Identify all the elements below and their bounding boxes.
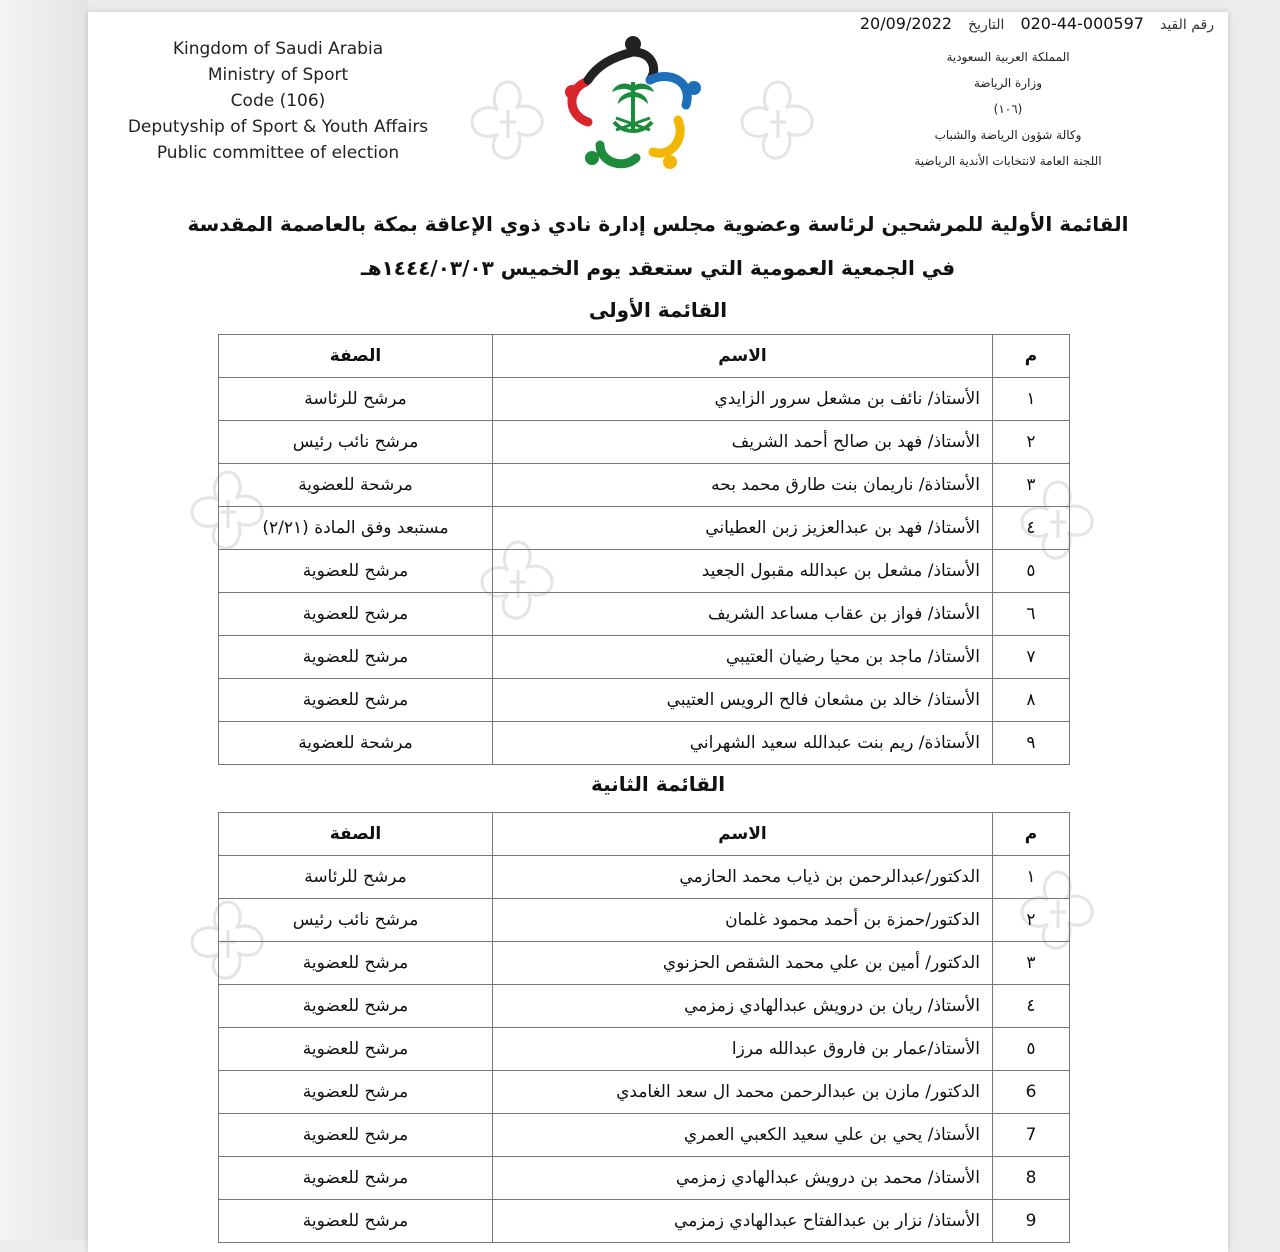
row-name: الدكتور/عبدالرحمن بن ذياب محمد الحازمي [493, 856, 993, 899]
row-num: ٥ [993, 550, 1070, 593]
list2-title: القائمة الثانية [590, 772, 726, 796]
row-name: الأستاذ/ يحي بن علي سعيد الكعبي العمري [493, 1114, 993, 1157]
row-role: مرشح للعضوية [219, 679, 493, 722]
table-row [219, 856, 1070, 899]
row-name: الأستاذ/ خالد بن مشعان فالح الرويس العتيبي [493, 679, 993, 722]
row-num: ٦ [993, 593, 1070, 636]
ar-line-deputyship: وكالة شؤون الرياضة والشباب [934, 128, 1082, 142]
en-line-committee: Public committee of election [156, 143, 400, 163]
table-row [219, 1114, 1070, 1157]
row-name: الأستاذ/ فهد بن صالح أحمد الشريف [493, 421, 993, 464]
ministry-of-sport-logo [558, 30, 708, 175]
english-letterhead [118, 36, 438, 166]
row-role: مرشح للعضوية [219, 1114, 493, 1157]
table-row [219, 421, 1070, 464]
row-role: مرشح للعضوية [219, 1157, 493, 1200]
table-row [219, 722, 1070, 765]
row-role: مستبعد وفق المادة (٢/٢١) [219, 507, 493, 550]
row-name: الأستاذ/ نزار بن عبدالفتاح عبدالهادي زمزمي [493, 1200, 993, 1243]
en-line-deputyship: Deputyship of Sport & Youth Affairs [127, 117, 429, 137]
row-role: مرشح نائب رئيس [219, 899, 493, 942]
row-num: ١ [993, 378, 1070, 421]
reg-number: 020-44-000597 [1020, 14, 1144, 33]
table-row [219, 1028, 1070, 1071]
en-line-code: Code (106) [230, 91, 326, 111]
date-label: التاريخ [968, 17, 1005, 33]
row-role: مرشحة للعضوية [219, 722, 493, 765]
row-name: الأستاذ/ فواز بن عقاب مساعد الشريف [493, 593, 993, 636]
table-row [219, 464, 1070, 507]
table-header-row [219, 813, 1070, 856]
column-header-role: الصفة [219, 813, 493, 856]
row-num: 6 [993, 1071, 1070, 1114]
column-header-name: الاسم [493, 813, 993, 856]
row-num: ٧ [993, 636, 1070, 679]
row-name: الأستاذ/ مشعل بن عبدالله مقبول الجعيد [493, 550, 993, 593]
registration-line [860, 14, 1214, 33]
row-name: الأستاذ/ ماجد بن محيا رضيان العتيبي [493, 636, 993, 679]
row-role: مرشحة للعضوية [219, 464, 493, 507]
row-name: الدكتور/ أمين بن علي محمد الشقص الحزنوي [493, 942, 993, 985]
row-name: الأستاذة/ ريم بنت عبدالله سعيد الشهراني [493, 722, 993, 765]
row-role: مرشح نائب رئيس [219, 421, 493, 464]
row-role: مرشح للعضوية [219, 593, 493, 636]
row-num: ٢ [993, 899, 1070, 942]
row-num: 9 [993, 1200, 1070, 1243]
row-name: الأستاذ/ محمد بن درويش عبدالهادي زمزمي [493, 1157, 993, 1200]
row-name: الأستاذ/ فهد بن عبدالعزيز زبن العطياني [493, 507, 993, 550]
column-header-role: الصفة [219, 335, 493, 378]
row-num: ٤ [993, 507, 1070, 550]
arabic-letterhead [888, 44, 1128, 174]
column-header-name: الاسم [493, 335, 993, 378]
table-row [219, 1071, 1070, 1114]
document-title-line2: في الجمعية العمومية التي ستعقد يوم الخميس ١٤٤٤/٠٣/٠٣هـ [360, 256, 956, 280]
row-num: ٨ [993, 679, 1070, 722]
row-role: مرشح للعضوية [219, 942, 493, 985]
row-num: 7 [993, 1114, 1070, 1157]
table-row [219, 593, 1070, 636]
watermark-flower-icon [728, 72, 828, 172]
candidates-table-list2 [218, 812, 1070, 1243]
row-role: مرشح للعضوية [219, 985, 493, 1028]
table-row [219, 636, 1070, 679]
row-num: ٣ [993, 942, 1070, 985]
row-role: مرشح للعضوية [219, 550, 493, 593]
row-role: مرشح للرئاسة [219, 378, 493, 421]
row-name: الأستاذ/ ريان بن درويش عبدالهادي زمزمي [493, 985, 993, 1028]
en-line-ministry: Ministry of Sport [207, 65, 349, 85]
row-num: ٩ [993, 722, 1070, 765]
column-header-num: م [993, 813, 1070, 856]
ar-line-code: (١٠٦) [993, 102, 1023, 116]
table-row [219, 679, 1070, 722]
row-num: 8 [993, 1157, 1070, 1200]
row-name: الأستاذة/ ناريمان بنت طارق محمد بحه [493, 464, 993, 507]
row-role: مرشح للعضوية [219, 636, 493, 679]
table-row [219, 507, 1070, 550]
date-value: 20/09/2022 [859, 14, 953, 33]
list1-title: القائمة الأولى [588, 298, 728, 322]
document-title-line1: القائمة الأولية للمرشحين لرئاسة وعضوية مجلس إدارة نادي ذوي الإعاقة بمكة بالعاصمة المقدسة [187, 212, 1129, 236]
table-row [219, 1200, 1070, 1243]
page-margin [0, 0, 88, 1240]
watermark-flower-icon [458, 72, 558, 172]
row-role: مرشح للعضوية [219, 1071, 493, 1114]
table-row [219, 899, 1070, 942]
candidates-table-list1 [218, 334, 1070, 765]
row-num: ٣ [993, 464, 1070, 507]
document-page [88, 12, 1228, 1252]
ar-line-country: المملكة العربية السعودية [946, 50, 1070, 64]
table-row [219, 985, 1070, 1028]
table-row [219, 942, 1070, 985]
row-num: ٢ [993, 421, 1070, 464]
row-role: مرشح للعضوية [219, 1200, 493, 1243]
row-num: ٤ [993, 985, 1070, 1028]
table-header-row [219, 335, 1070, 378]
ar-line-ministry: وزارة الرياضة [973, 76, 1043, 90]
row-name: الدكتور/حمزة بن أحمد محمود غلمان [493, 899, 993, 942]
row-name: الأستاذ/ نائف بن مشعل سرور الزايدي [493, 378, 993, 421]
row-role: مرشح للرئاسة [219, 856, 493, 899]
table-row [219, 550, 1070, 593]
row-role: مرشح للعضوية [219, 1028, 493, 1071]
row-name: الأستاذ/عمار بن فاروق عبدالله مرزا [493, 1028, 993, 1071]
column-header-num: م [993, 335, 1070, 378]
en-line-country: Kingdom of Saudi Arabia [172, 39, 384, 59]
row-num: ٥ [993, 1028, 1070, 1071]
row-num: ١ [993, 856, 1070, 899]
table-row [219, 1157, 1070, 1200]
row-name: الدكتور/ مازن بن عبدالرحمن محمد ال سعد الغامدي [493, 1071, 993, 1114]
reg-label: رقم القيد [1159, 17, 1214, 33]
ar-line-committee: اللجنة العامة لانتخابات الأندية الرياضية [914, 154, 1102, 168]
table-row [219, 378, 1070, 421]
